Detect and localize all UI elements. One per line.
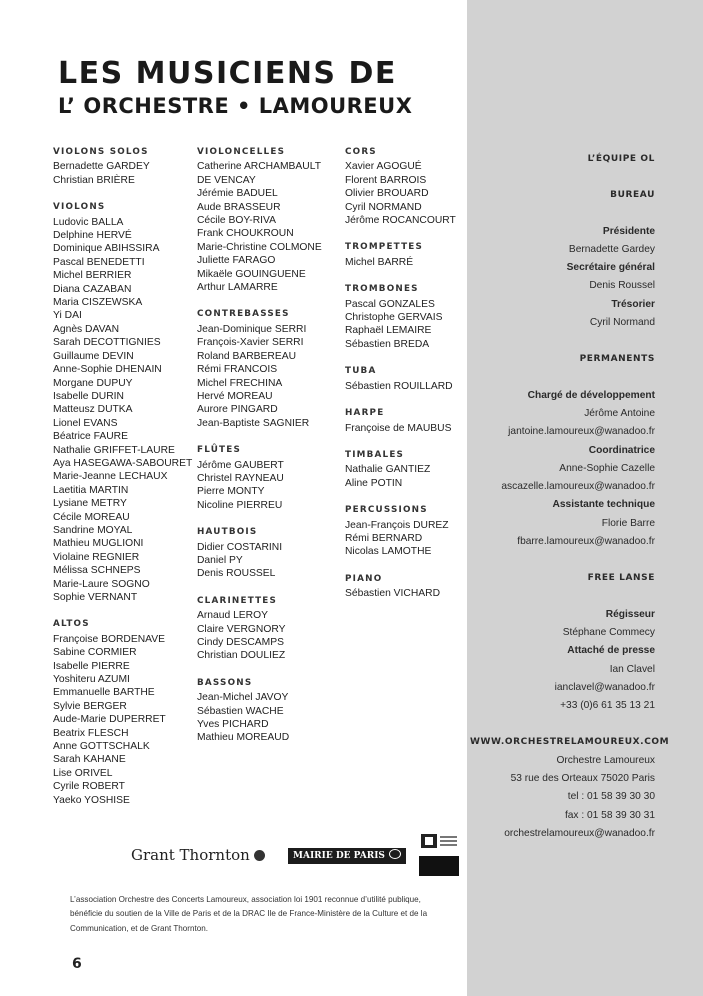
instrument-section [345, 449, 465, 490]
instrument-section [53, 201, 193, 604]
instrument-section [197, 146, 339, 294]
musician-name: Mikaële GOUINGUENE [197, 268, 306, 280]
staff-value: orchestrelamoureux@wanadoo.fr [504, 827, 655, 839]
musician-name: Cyril NORMAND [345, 201, 422, 213]
instrument-section [53, 618, 193, 807]
instrument-section [345, 146, 465, 227]
musician-name: Françoise BORDENAVE [53, 633, 165, 645]
section-heading: TIMBALES [345, 449, 405, 460]
musician-name: Anne-Sophie DHENAIN [53, 364, 162, 376]
musician-name: Aurore PINGARD [197, 404, 278, 416]
musician-name: Bernadette GARDEY [53, 161, 150, 173]
musician-name: Catherine ARCHAMBAULT [197, 161, 321, 173]
musicians-column-1 [53, 146, 193, 821]
musician-name: Isabelle PIERRE [53, 660, 130, 672]
musicians-column-2 [197, 146, 339, 759]
staff-value: ianclavel@wanadoo.fr [554, 681, 655, 693]
spacer [470, 588, 655, 606]
instrument-section [345, 407, 465, 435]
musician-name: Sandrine MOYAL [53, 524, 133, 536]
section-heading: TROMPETTES [345, 242, 424, 253]
section-heading: PERCUSSIONS [345, 505, 428, 516]
staff-value: Orchestre Lamoureux [556, 754, 655, 766]
instrument-section [53, 146, 193, 187]
musician-name: Sébastien WACHE [197, 705, 284, 717]
musician-name: Florent BARROIS [345, 174, 427, 186]
section-heading: ALTOS [53, 619, 90, 630]
musician-name: Beatrix FLESCH [53, 727, 129, 739]
musician-name: Jean-Michel JAVOY [197, 692, 289, 704]
musician-name: Denis ROUSSEL [197, 568, 276, 580]
grant-thornton-mark-icon [254, 850, 265, 861]
musician-name: Cécile MOREAU [53, 511, 130, 523]
musician-name: Jean-Baptiste SAGNIER [197, 417, 310, 429]
musician-name: Michel BARRÉ [345, 256, 414, 268]
staff-role: Assistante technique [552, 499, 655, 511]
section-heading: HAUTBOIS [197, 527, 258, 538]
musician-name: Christel RAYNEAU [197, 472, 284, 484]
musician-name: Maria CISZEWSKA [53, 297, 143, 309]
musician-name: Christian BRIÈRE [53, 174, 135, 186]
musician-name: Frank CHOUKROUN [197, 228, 294, 240]
musician-name: Yoshiteru AZUMI [53, 674, 130, 686]
staff-value: 53 rue des Orteaux 75020 Paris [510, 773, 655, 785]
musician-name: Arthur LAMARRE [197, 282, 278, 294]
musician-name: Agnès DAVAN [53, 323, 120, 335]
staff-role: Chargé de développement [527, 389, 655, 401]
staff-value: fax : 01 58 39 30 31 [564, 809, 655, 821]
staff-role: Attaché de presse [567, 645, 655, 657]
musician-name: Matteusz DUTKA [53, 404, 133, 416]
musician-name: Laetitia MARTIN [53, 484, 129, 496]
mairie-de-paris-logo [288, 848, 406, 864]
spacer [470, 369, 655, 387]
musician-name: Sophie VERNANT [53, 592, 138, 603]
musician-name: Sébastien VICHARD [345, 588, 440, 600]
section-heading: VIOLONS SOLOS [53, 147, 149, 157]
section-heading: FLÛTES [197, 445, 241, 456]
staff-group-heading: L’ÉQUIPE OL [587, 154, 655, 164]
instrument-section [197, 308, 339, 430]
musician-name: Nathalie GANTIEZ [345, 464, 431, 476]
musician-name: Marie-Jeanne LECHAUX [53, 471, 168, 483]
grant-thornton-logo [131, 846, 265, 864]
staff-value: jantoine.lamoureux@wanadoo.fr [508, 426, 655, 438]
mairie-de-paris-logo-text: MAIRIE DE PARIS [293, 851, 385, 861]
musician-name: Diana CAZABAN [53, 283, 132, 295]
page-number: 6 [72, 956, 82, 972]
staff-group-heading: FREE LANSE [587, 573, 655, 584]
musician-name: Cindy DESCAMPS [197, 637, 284, 648]
staff-value: Stéphane Commecy [562, 626, 655, 638]
instrument-section [197, 677, 339, 745]
musician-name: Ludovic BALLA [53, 216, 124, 228]
musician-name: Rémi BERNARD [345, 532, 423, 544]
musician-name: Rémi FRANCOIS [197, 364, 278, 376]
footnote: L’association Orchestre des Concerts Lamoureux, association loi 1901 reconnue d’utilité publique, bénéficie du soutien de la Ville de Paris et de la DRAC Ile de France-Ministère de la Culture et de la Communication, et de Grant Thornton. [70, 895, 428, 933]
staff-role: Trésorier [611, 298, 655, 310]
musician-name: Nicolas LAMOTHE [345, 546, 432, 558]
staff-value: Ian Clavel [609, 663, 655, 675]
staff-value: fbarre.lamoureux@wanadoo.fr [517, 536, 655, 548]
section-heading: VIOLONCELLES [197, 147, 286, 157]
section-heading: TUBA [345, 366, 377, 377]
musician-name: Sabine CORMIER [53, 647, 137, 659]
musician-name: Mathieu MUGLIONI [53, 538, 144, 550]
musician-name: Xavier AGOGUÉ [345, 161, 422, 173]
instrument-section [345, 573, 465, 601]
staff-list [470, 150, 670, 843]
spacer [470, 551, 655, 569]
section-heading: TROMBONES [345, 284, 419, 295]
staff-value: Denis Roussel [589, 280, 655, 292]
musician-name: Jérôme GAUBERT [197, 459, 284, 471]
musician-name: Morgane DUPUY [53, 377, 133, 389]
musician-name: Sébastien BREDA [345, 338, 430, 350]
spacer [470, 332, 655, 350]
staff-value: Bernadette Gardey [568, 243, 655, 255]
musician-name: Aline POTIN [345, 477, 403, 489]
staff-group-heading: WWW.ORCHESTRELAMOUREUX.COM [470, 737, 670, 748]
musician-name: Aude BRASSEUR [197, 201, 281, 213]
musician-name: Yves PICHARD [197, 719, 269, 731]
spacer [470, 205, 655, 223]
musician-name: Christophe GERVAIS [345, 312, 443, 324]
musician-name: Cécile BOY-RIVA [197, 215, 276, 227]
musicians-column-3 [345, 146, 465, 615]
instrument-section [345, 365, 465, 393]
staff-value: Florie Barre [601, 517, 655, 529]
staff-role: Présidente [602, 225, 655, 237]
section-heading: CLARINETTES [197, 595, 278, 606]
musician-name: DE VENCAY [197, 174, 256, 186]
musician-name: Emmanuelle BARTHE [53, 687, 155, 699]
page-subtitle: L’ ORCHESTRE • LAMOUREUX [58, 94, 413, 118]
musician-name: Pascal BENEDETTI [53, 256, 145, 268]
section-heading: BASSONS [197, 677, 253, 688]
musician-name: Raphaël LEMAIRE [345, 325, 432, 337]
musician-name: Lionel EVANS [53, 417, 118, 429]
ministry-culture-logo [419, 834, 459, 876]
staff-group-heading: BUREAU [610, 190, 655, 201]
spacer [470, 715, 655, 733]
musician-name: Sylvie BERGER [53, 700, 127, 712]
musician-name: Lysiane METRY [53, 498, 127, 510]
page-title: LES MUSICIENS DE [58, 56, 397, 91]
musician-name: Marie-Christine COLMONE [197, 241, 322, 253]
musician-name: Mathieu MOREAUD [197, 732, 290, 744]
musician-name: Nathalie GRIFFET-LAURE [53, 444, 175, 456]
staff-value: Anne-Sophie Cazelle [559, 462, 655, 474]
grant-thornton-logo-text: Grant Thornton [131, 846, 250, 864]
staff-value: +33 (0)6 61 35 13 21 [560, 700, 655, 712]
instrument-section [345, 283, 465, 351]
musician-name: Christian DOULIEZ [197, 650, 286, 662]
musician-name: Roland BARBEREAU [197, 350, 297, 362]
musician-name: Aya HASEGAWA-SABOURET [53, 457, 193, 469]
musician-name: Violaine REGNIER [53, 551, 140, 563]
musician-name: Didier COSTARINI [197, 541, 283, 553]
musician-name: Sarah KAHANE [53, 754, 126, 766]
musician-name: Jérôme ROCANCOURT [345, 215, 456, 227]
musician-name: Jean-Dominique SERRI [197, 323, 307, 335]
musician-name: Cyrile ROBERT [53, 781, 125, 793]
musician-name: Jean-François DUREZ [345, 519, 449, 531]
musician-name: Françoise de MAUBUS [345, 422, 452, 434]
musician-name: Michel FRECHINA [197, 377, 283, 389]
instrument-section [197, 526, 339, 581]
musician-name: Béatrice FAURE [53, 431, 128, 443]
musician-name: Claire VERGNORY [197, 623, 286, 635]
staff-group-heading: PERMANENTS [579, 354, 655, 365]
section-heading: HARPE [345, 408, 385, 419]
musician-name: Pascal GONZALES [345, 298, 435, 310]
musician-name: Lise ORIVEL [53, 767, 113, 779]
musician-name: Isabelle DURIN [53, 390, 124, 402]
musician-name: Sarah DECOTTIGNIES [53, 337, 161, 349]
staff-role: Coordinatrice [588, 444, 655, 456]
staff-value: Cyril Normand [589, 317, 655, 329]
staff-value: tel : 01 58 39 30 30 [567, 791, 655, 803]
musician-name: Daniel PY [197, 554, 243, 566]
staff-value: ascazelle.lamoureux@wanadoo.fr [501, 481, 655, 493]
musician-name: Anne GOTTSCHALK [53, 741, 150, 753]
spacer [470, 168, 655, 186]
musician-name: Hervé MOREAU [197, 390, 273, 402]
musician-name: Arnaud LEROY [197, 610, 268, 622]
musician-name: Nicoline PIERREU [197, 499, 283, 511]
musician-name: Michel BERRIER [53, 270, 132, 282]
instrument-section [345, 241, 465, 269]
section-heading: PIANO [345, 573, 383, 584]
musician-name: Aude-Marie DUPERRET [53, 714, 166, 726]
musician-name: Olivier BROUARD [345, 188, 429, 200]
musician-name: Pierre MONTY [197, 486, 265, 498]
musician-name: Jérémie BADUEL [197, 188, 278, 200]
staff-value: Jérôme Antoine [584, 407, 655, 419]
musician-name: Dominique ABIHSSIRA [53, 243, 160, 255]
instrument-section [345, 504, 465, 559]
musician-name: Marie-Laure SOGNO [53, 578, 150, 590]
musician-name: Yi DAI [53, 310, 82, 322]
musician-name: Mélissa SCHNEPS [53, 565, 141, 577]
instrument-section [197, 444, 339, 512]
instrument-section [197, 595, 339, 663]
section-heading: CORS [345, 147, 377, 157]
musician-name: Juliette FARAGO [197, 255, 276, 267]
section-heading: CONTREBASSES [197, 309, 290, 320]
staff-role: Secrétaire général [566, 262, 655, 274]
musician-name: Yaeko YOSHISE [53, 794, 130, 806]
musician-name: Guillaume DEVIN [53, 350, 134, 362]
musician-name: François-Xavier SERRI [197, 337, 304, 349]
mairie-mark-icon [389, 849, 401, 859]
musician-name: Delphine HERVÉ [53, 230, 132, 242]
section-heading: VIOLONS [53, 202, 106, 213]
musician-name: Sébastien ROUILLARD [345, 380, 453, 392]
staff-role: Régisseur [605, 608, 655, 620]
